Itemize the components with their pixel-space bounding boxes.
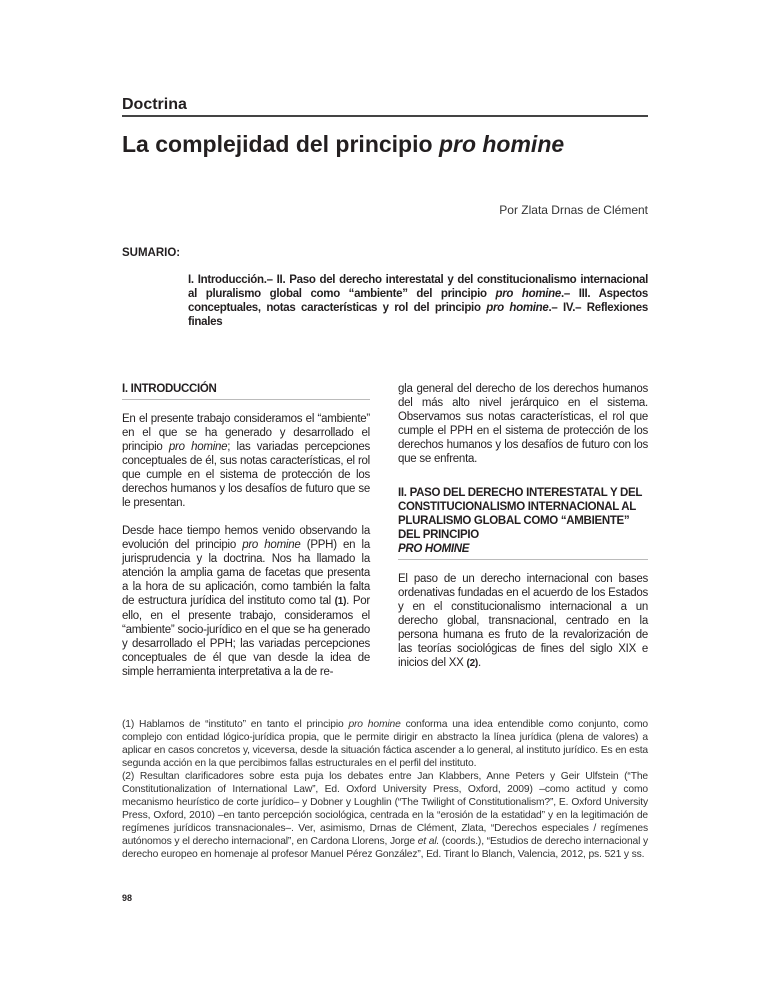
section-label: Doctrina <box>122 96 187 113</box>
heading-text: II. PASO DEL DERECHO INTERESTATAL Y DEL CONSTITUCIONALISMO INTERNACIONAL AL PLURALISMO GLOBAL COMO “AMBIENTE” DEL PRINCIPIO <box>398 487 642 541</box>
paragraph <box>398 382 648 466</box>
paragraph <box>122 524 370 679</box>
paragraph <box>122 718 648 770</box>
text-run: .– III. Aspectos conceptuales, notas características y rol del principio <box>188 288 648 314</box>
italic-text: pro homine <box>438 131 565 157</box>
text-run: El paso de un derecho internacional con bases ordenativas fundadas en el acuerdo de los Estados y en el constitucionalismo internacional a un derecho global, transnacional, centrado en la persona humana es fruto de la revalorización de las teorías sociológicas de fines del siglo XIX e inicios del XX <box>398 573 648 669</box>
paragraph <box>122 770 648 861</box>
italic-text: pro homine <box>495 288 561 300</box>
section-heading-introduccion: I. INTRODUCCIÓN <box>122 382 370 400</box>
text-run: gla general del derecho de los derechos humanos del más alto nivel jerárquico en el sistema. Observamos sus notas características, el rol que cumple el PPH en el sistema de protección de los derechos humanos y los desafíos de futuro con los que se enfrenta. <box>398 383 648 465</box>
spacer <box>398 466 648 486</box>
left-column <box>122 382 370 679</box>
sumario-label: SUMARIO: <box>122 247 181 259</box>
text-run: .– IV.– Reflexiones finales <box>188 302 648 328</box>
text-run: La complejidad del principio <box>122 131 439 157</box>
author-byline: Por Zlata Drnas de Clément <box>499 203 648 217</box>
italic-text: pro homine <box>242 539 301 551</box>
italic-text: pro homine <box>486 302 549 314</box>
paragraph-list <box>398 382 648 466</box>
text-run: Desde hace tiempo hemos venido observando la evolución del principio <box>122 525 370 551</box>
italic-text: pro homine <box>348 719 401 730</box>
paragraph <box>398 572 648 671</box>
footnotes <box>122 718 648 861</box>
italic-text: pro homine <box>168 441 228 453</box>
section-heading-paso <box>398 486 648 560</box>
text-run: (2) Resultan clarificadores sobre esta puja los debates entre Jan Klabbers, Anne Peters y Geir Ulfstein (“The Constitutionalization of International Law”, Ed. Oxford University Press, Oxford, 2009) –como actitud y como mecanismo heurístico de corte jurídico– y Dobner y Loughlin (“The Twilight of Constitutionalism?”, E. Oxford University Press, Oxford, 2010) –en tanto percepción sociológica, centrada en la “erosión de la estatidad” y en la legitimación de regímenes jurídicos transnacionales–. Ver, asimismo, Drnas de Clément, Zlata, “Derechos especiales / regímenes autónomos y el derecho internacional”, en Cardona Llorens, Jorge <box>122 771 648 847</box>
heading-italic: PRO HOMINE <box>398 543 470 555</box>
italic-text: et al. <box>417 836 440 847</box>
text-run: En el presente trabajo consideramos el “ambiente” en el que se ha generado y desarrollado el principio <box>122 413 370 453</box>
footnote-ref: (2) <box>466 658 478 669</box>
footnote-ref: (1) <box>334 596 347 607</box>
header-rule <box>122 115 648 117</box>
paragraph <box>122 412 370 510</box>
text-run: . <box>477 657 481 669</box>
paragraph-list <box>122 412 370 679</box>
paragraph-list <box>398 572 648 671</box>
text-run: (1) Hablamos de “instituto” en tanto el principio <box>122 719 349 730</box>
text-run: I. Introducción.– II. Paso del derecho interestatal y del constitucionalismo internacional al pluralismo global como “ambiente” del principio <box>188 274 648 300</box>
page-number: 98 <box>122 893 133 903</box>
right-column <box>398 382 648 671</box>
text-run: ; las variadas percepciones conceptuales de él, sus notas características, el rol que cumple en el sistema de protección de los derechos humanos y los desafíos de futuro que se le presentan. <box>122 441 370 509</box>
text-run: (PPH) en la jurisprudencia y la doctrina. Nos ha llamado la atención la amplia gama de facetas que presenta a la hora de su aplicación, como también la falta de estructura jurídica del instituto como tal <box>122 539 370 607</box>
text-run: (coords.), “Estudios de derecho internacional y derecho europeo en homenaje al profesor Manuel Pérez González”, Ed. Tirant lo Blanch, Valencia, 2012, ps. 521 y ss. <box>122 836 648 860</box>
text-run: . Por ello, en el presente trabajo, consideramos el “ambiente” socio-jurídico en el que se ha generado y desarrollado el PPH; las variadas percepciones conceptuales de él que van desde la idea de simple herramienta interpretativa a la de re- <box>122 595 370 678</box>
text-run: conforma una idea entendible como conjunto, como complejo con entidad lógico-jurídica propia, que le permite dirigir en abstracto la línea jurídica (plena de valores) a aplicar en casos concretos y, viceversa, desde la situación fáctica ascender a lo general, al instituto jurídico. Es en esta segunda acción en la que percibimos fallas estructurales en el perfil del instituto. <box>122 719 648 769</box>
article-title <box>122 129 564 159</box>
sumario-text <box>188 273 648 329</box>
